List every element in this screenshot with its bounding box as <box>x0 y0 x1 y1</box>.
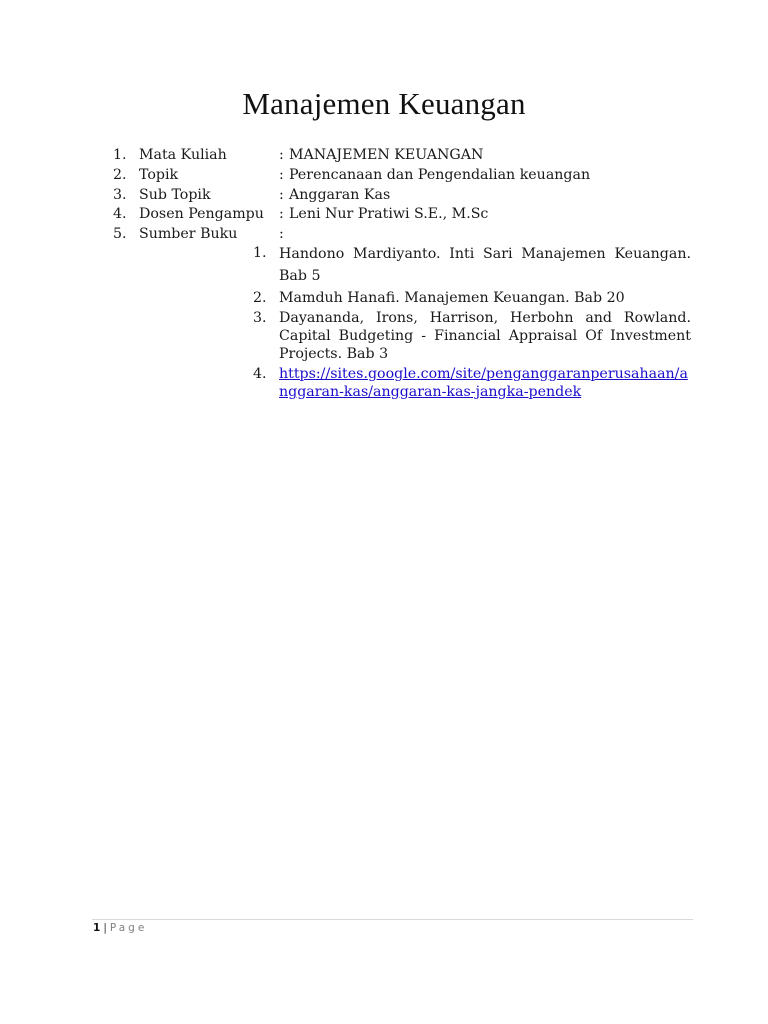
source-item <box>253 365 691 401</box>
page-footer <box>93 922 147 934</box>
source-item <box>253 309 691 363</box>
info-label: Sumber Buku <box>139 226 238 243</box>
info-colon: : <box>279 186 284 203</box>
info-colon: : <box>279 166 284 183</box>
info-value: Anggaran Kas <box>289 186 391 203</box>
list-number: 3. <box>253 310 267 326</box>
list-number: 1. <box>113 147 127 163</box>
source-text: Dayananda, Irons, Harrison, Herbohn and Rowland. Capital Budgeting - Financial Appraisal Of Investment Projects. Bab 3 <box>279 310 691 362</box>
info-label: Sub Topik <box>139 186 211 203</box>
info-value: Perencanaan dan Pengendalian keuangan <box>289 166 591 183</box>
footer-separator: | <box>103 922 107 934</box>
source-item <box>253 289 691 307</box>
info-label: Dosen Pengampu <box>139 206 264 223</box>
list-number: 2. <box>253 290 267 306</box>
footer-divider <box>92 919 693 920</box>
list-number: 4. <box>113 206 127 223</box>
list-number: 5. <box>113 226 127 243</box>
info-colon: : <box>279 147 284 163</box>
info-label: Topik <box>139 166 179 183</box>
source-book-list <box>253 244 691 403</box>
source-text: Handono Mardiyanto. Inti Sari Manajemen Keuangan. Bab 5 <box>279 246 691 284</box>
page-number: 1 <box>93 922 101 934</box>
document-title: Manajemen Keuangan <box>242 86 526 121</box>
info-value: Leni Nur Pratiwi S.E., M.Sc <box>289 206 489 223</box>
course-info-list <box>113 146 693 245</box>
info-value: MANAJEMEN KEUANGAN <box>289 147 484 163</box>
info-label: Mata Kuliah <box>139 147 227 163</box>
list-number: 2. <box>113 166 127 183</box>
info-colon: : <box>279 226 284 243</box>
list-number: 1. <box>253 245 267 261</box>
info-row-mata-kuliah <box>113 146 693 166</box>
list-number: 3. <box>113 186 127 203</box>
info-row-sub-topik <box>113 186 693 206</box>
info-row-dosen-pengampu <box>113 205 693 225</box>
info-row-sumber-buku <box>113 225 693 245</box>
source-item <box>253 244 691 287</box>
source-link[interactable]: https://sites.google.com/site/penganggaranperusahaan/anggaran-kas/anggaran-kas-jangka-pendek <box>279 366 688 400</box>
info-colon: : <box>279 206 284 223</box>
info-row-topik <box>113 166 693 186</box>
page-label: Page <box>109 922 148 934</box>
source-text: Mamduh Hanafi. Manajemen Keuangan. Bab 20 <box>279 290 625 306</box>
list-number: 4. <box>253 366 267 382</box>
